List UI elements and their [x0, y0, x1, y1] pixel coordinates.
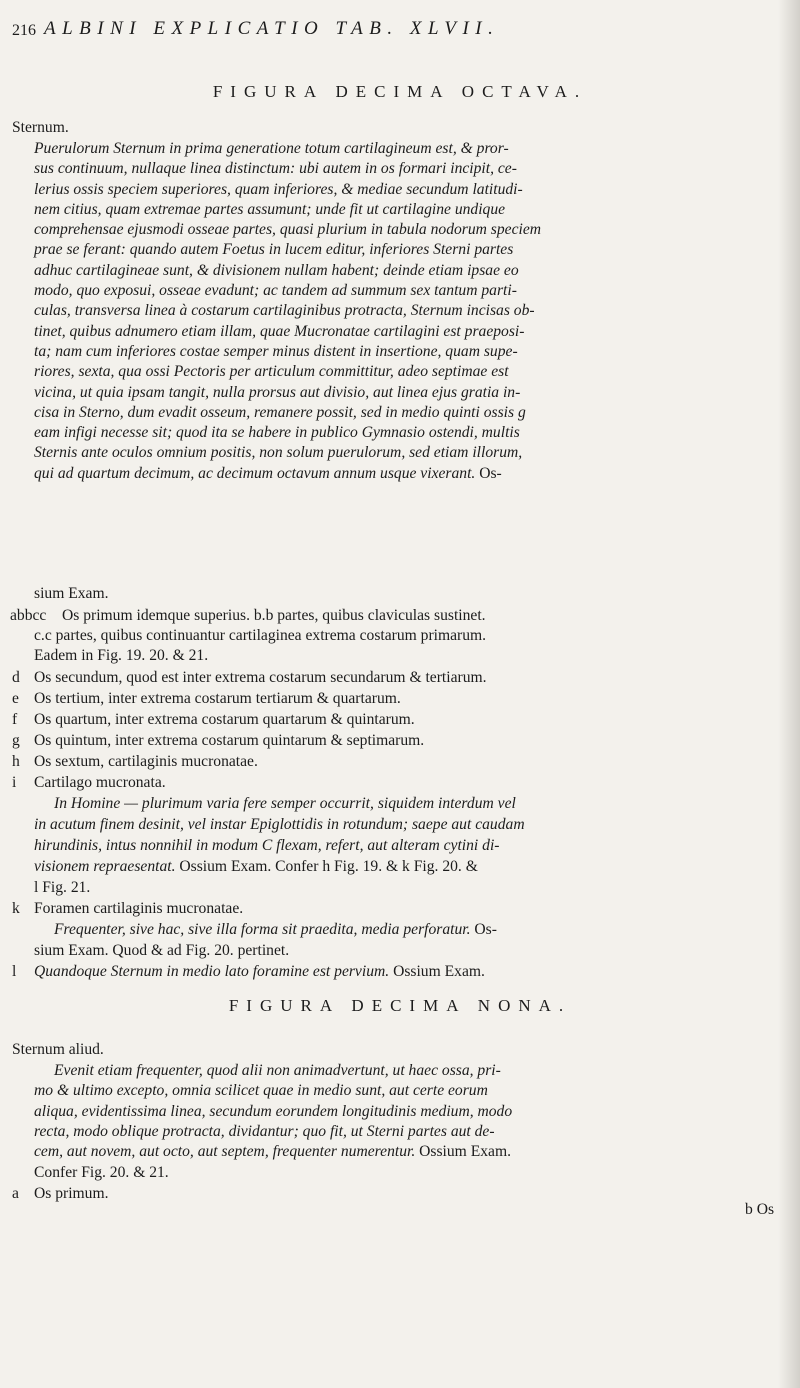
note-i-italic: visionem repraesentat. — [34, 858, 176, 875]
intro-line: comprehensae ejusmodi osseae partes, quasi plurium in tabula nodorum speciem — [34, 221, 542, 239]
entry-text-a: Os primum. — [34, 1185, 109, 1202]
intro-line: lerius ossis speciem superiores, quam inferiores, & mediae secundum latitudi- — [34, 180, 523, 198]
note-k-tail: Os- — [474, 921, 497, 938]
entry-text-abbcc-2: c.c partes, quibus continuantur cartilaginea extrema costarum primarum. — [34, 627, 487, 644]
intro-line-tail: Os- — [479, 464, 502, 482]
section2-line: recta, modo oblique protracta, dividantur; quo fit, ut Sterni partes aut de- — [34, 1122, 495, 1140]
page-header — [12, 18, 772, 58]
intro-line: ta; nam cum inferiores costae semper minus distent in insertione, quam supe- — [34, 342, 518, 360]
entry-label-e: e — [12, 690, 19, 707]
note-k-line-1 — [54, 920, 497, 940]
note-i-line-1: In Homine — plurimum varia fere semper occurrit, siquidem interdum vel — [54, 795, 516, 812]
section-topic-sternum: Sternum. — [12, 119, 69, 136]
intro-line: nem citius, quam extremae partes assumunt; unde fit ut cartilagine undique — [34, 200, 506, 218]
entry-text-abbcc: Os primum idemque superius. b.b partes, quibus claviculas sustinet. — [62, 607, 486, 624]
entry-text-l — [34, 962, 485, 982]
intro-line: modo, quo exposui, osseae evadunt; ac tandem ad summum sex tantum parti- — [34, 282, 517, 300]
section2-confer: Confer Fig. 20. & 21. — [34, 1164, 169, 1181]
entry-text-abbcc-3: Eadem in Fig. 19. 20. & 21. — [34, 647, 209, 664]
intro-line: Sternis ante oculos omnium positis, non solum puerulorum, sed etiam illorum, — [34, 444, 523, 462]
section2-line: aliqua, evidentissima linea, secundum eorundem longitudinis medium, modo — [34, 1102, 513, 1120]
section2-line — [34, 1142, 774, 1162]
intro-line: cisa in Sterno, dum evadit osseum, remanere possit, sed in medio quinti ossis g — [34, 403, 526, 421]
note-k-italic: Frequenter, sive hac, sive illa forma sit praedita, media perforatur. — [54, 921, 471, 938]
intro-line: tinet, quibus adnumero etiam illam, quae Mucronatae cartilagini est praeposi- — [34, 322, 525, 340]
note-k-line-2: sium Exam. Quod & ad Fig. 20. pertinet. — [34, 942, 290, 959]
intro-line: prae se ferant: quando autem Foetus in lucem editur, inferiores Sterni partes — [34, 241, 514, 259]
entry-label-g: g — [12, 732, 20, 749]
catchword: b Os — [745, 1201, 775, 1218]
entry-label-h: h — [12, 753, 20, 770]
entry-text-i: Cartilago mucronata. — [34, 774, 166, 791]
intro-line: adhuc cartilagineae sunt, & divisionem nullam habent; deinde etiam ipsae eo — [34, 261, 519, 279]
intro-line-italic: qui ad quartum decimum, ac decimum octavum annum usque vixerant. — [34, 464, 476, 482]
intro-line: vicina, ut quia ipsam tangit, nulla prorsus aut divisio, aut linea ejus gratia in- — [34, 383, 521, 401]
entry-label-l: l — [12, 963, 17, 980]
section-heading-figura-19: FIGURA DECIMA NONA. — [228, 996, 572, 1015]
entry-text-e: Os tertium, inter extrema costarum tertiarum & quartarum. — [34, 690, 401, 707]
entry-label-abbcc: abbcc — [10, 607, 47, 624]
section2-upright-tail: Ossium Exam. — [419, 1143, 511, 1161]
note-i-line-4 — [34, 857, 478, 877]
entry-l-italic: Quandoque Sternum in medio lato foramine est pervium. — [34, 963, 390, 980]
entry-l-upright: Ossium Exam. — [393, 963, 485, 980]
entry-text-k: Foramen cartilaginis mucronatae. — [34, 900, 244, 917]
intro-line — [34, 464, 774, 484]
entry-text-d: Os secundum, quod est inter extrema costarum secundarum & tertiarum. — [34, 669, 487, 686]
intro-paragraph — [34, 139, 774, 484]
entry-label-d: d — [12, 669, 20, 686]
entry-text-f: Os quartum, inter extrema costarum quartarum & quintarum. — [34, 711, 415, 728]
note-i-line-5: l Fig. 21. — [34, 879, 91, 896]
section2-paragraph — [34, 1061, 774, 1162]
section2-line: Evenit etiam frequenter, quod alii non animadvertunt, ut haec ossa, pri- — [54, 1062, 501, 1079]
entry-label-k: k — [12, 900, 20, 917]
note-i-upright: Ossium Exam. Confer h Fig. 19. & k Fig. 20. & — [179, 858, 478, 875]
intro-line: sus continuum, nullaque linea distinctum: ubi autem in os formari incipit, ce- — [34, 160, 517, 178]
section-topic-sternum-aliud: Sternum aliud. — [12, 1041, 104, 1058]
section2-line: mo & ultimo excepto, omnia scilicet quae in medio sunt, aut certe eorum — [34, 1082, 488, 1100]
page-edge-shadow — [778, 0, 800, 1388]
intro-line: eam infigi necesse sit; quod ita se habere in publico Gymnasio ostendi, multis — [34, 424, 520, 442]
intro-line: riores, sexta, qua ossi Pectoris per articulum committitur, adeo septimae est — [34, 363, 509, 381]
section-heading-figura-18: FIGURA DECIMA OCTAVA. — [212, 82, 588, 101]
entry-label-f: f — [12, 711, 18, 728]
note-i-line-2: in acutum finem desinit, vel instar Epiglottidis in rotundum; saepe aut caudam — [34, 816, 525, 833]
note-i-line-3: hirundinis, intus nonnihil in modum C flexam, refert, aut alteram cytini di- — [34, 837, 500, 854]
running-title: ALBINI EXPLICATIO TAB. XLVII. — [44, 18, 500, 39]
page-number: 216 — [12, 22, 36, 39]
entry-label-a: a — [12, 1185, 19, 1202]
section2-italic-tail: cem, aut novem, aut octo, aut septem, frequenter numerentur. — [34, 1143, 416, 1161]
entry-text-g: Os quintum, inter extrema costarum quintarum & septimarum. — [34, 732, 425, 749]
ossium-exam-line: sium Exam. — [34, 585, 109, 602]
intro-line: Puerulorum Sternum in prima generatione totum cartilagineum est, & pror- — [34, 140, 509, 157]
entry-text-h: Os sextum, cartilaginis mucronatae. — [34, 753, 258, 770]
entry-label-i: i — [12, 774, 17, 791]
intro-line: culas, transversa linea à costarum cartilaginibus protracta, Sternum incisas ob- — [34, 302, 535, 320]
